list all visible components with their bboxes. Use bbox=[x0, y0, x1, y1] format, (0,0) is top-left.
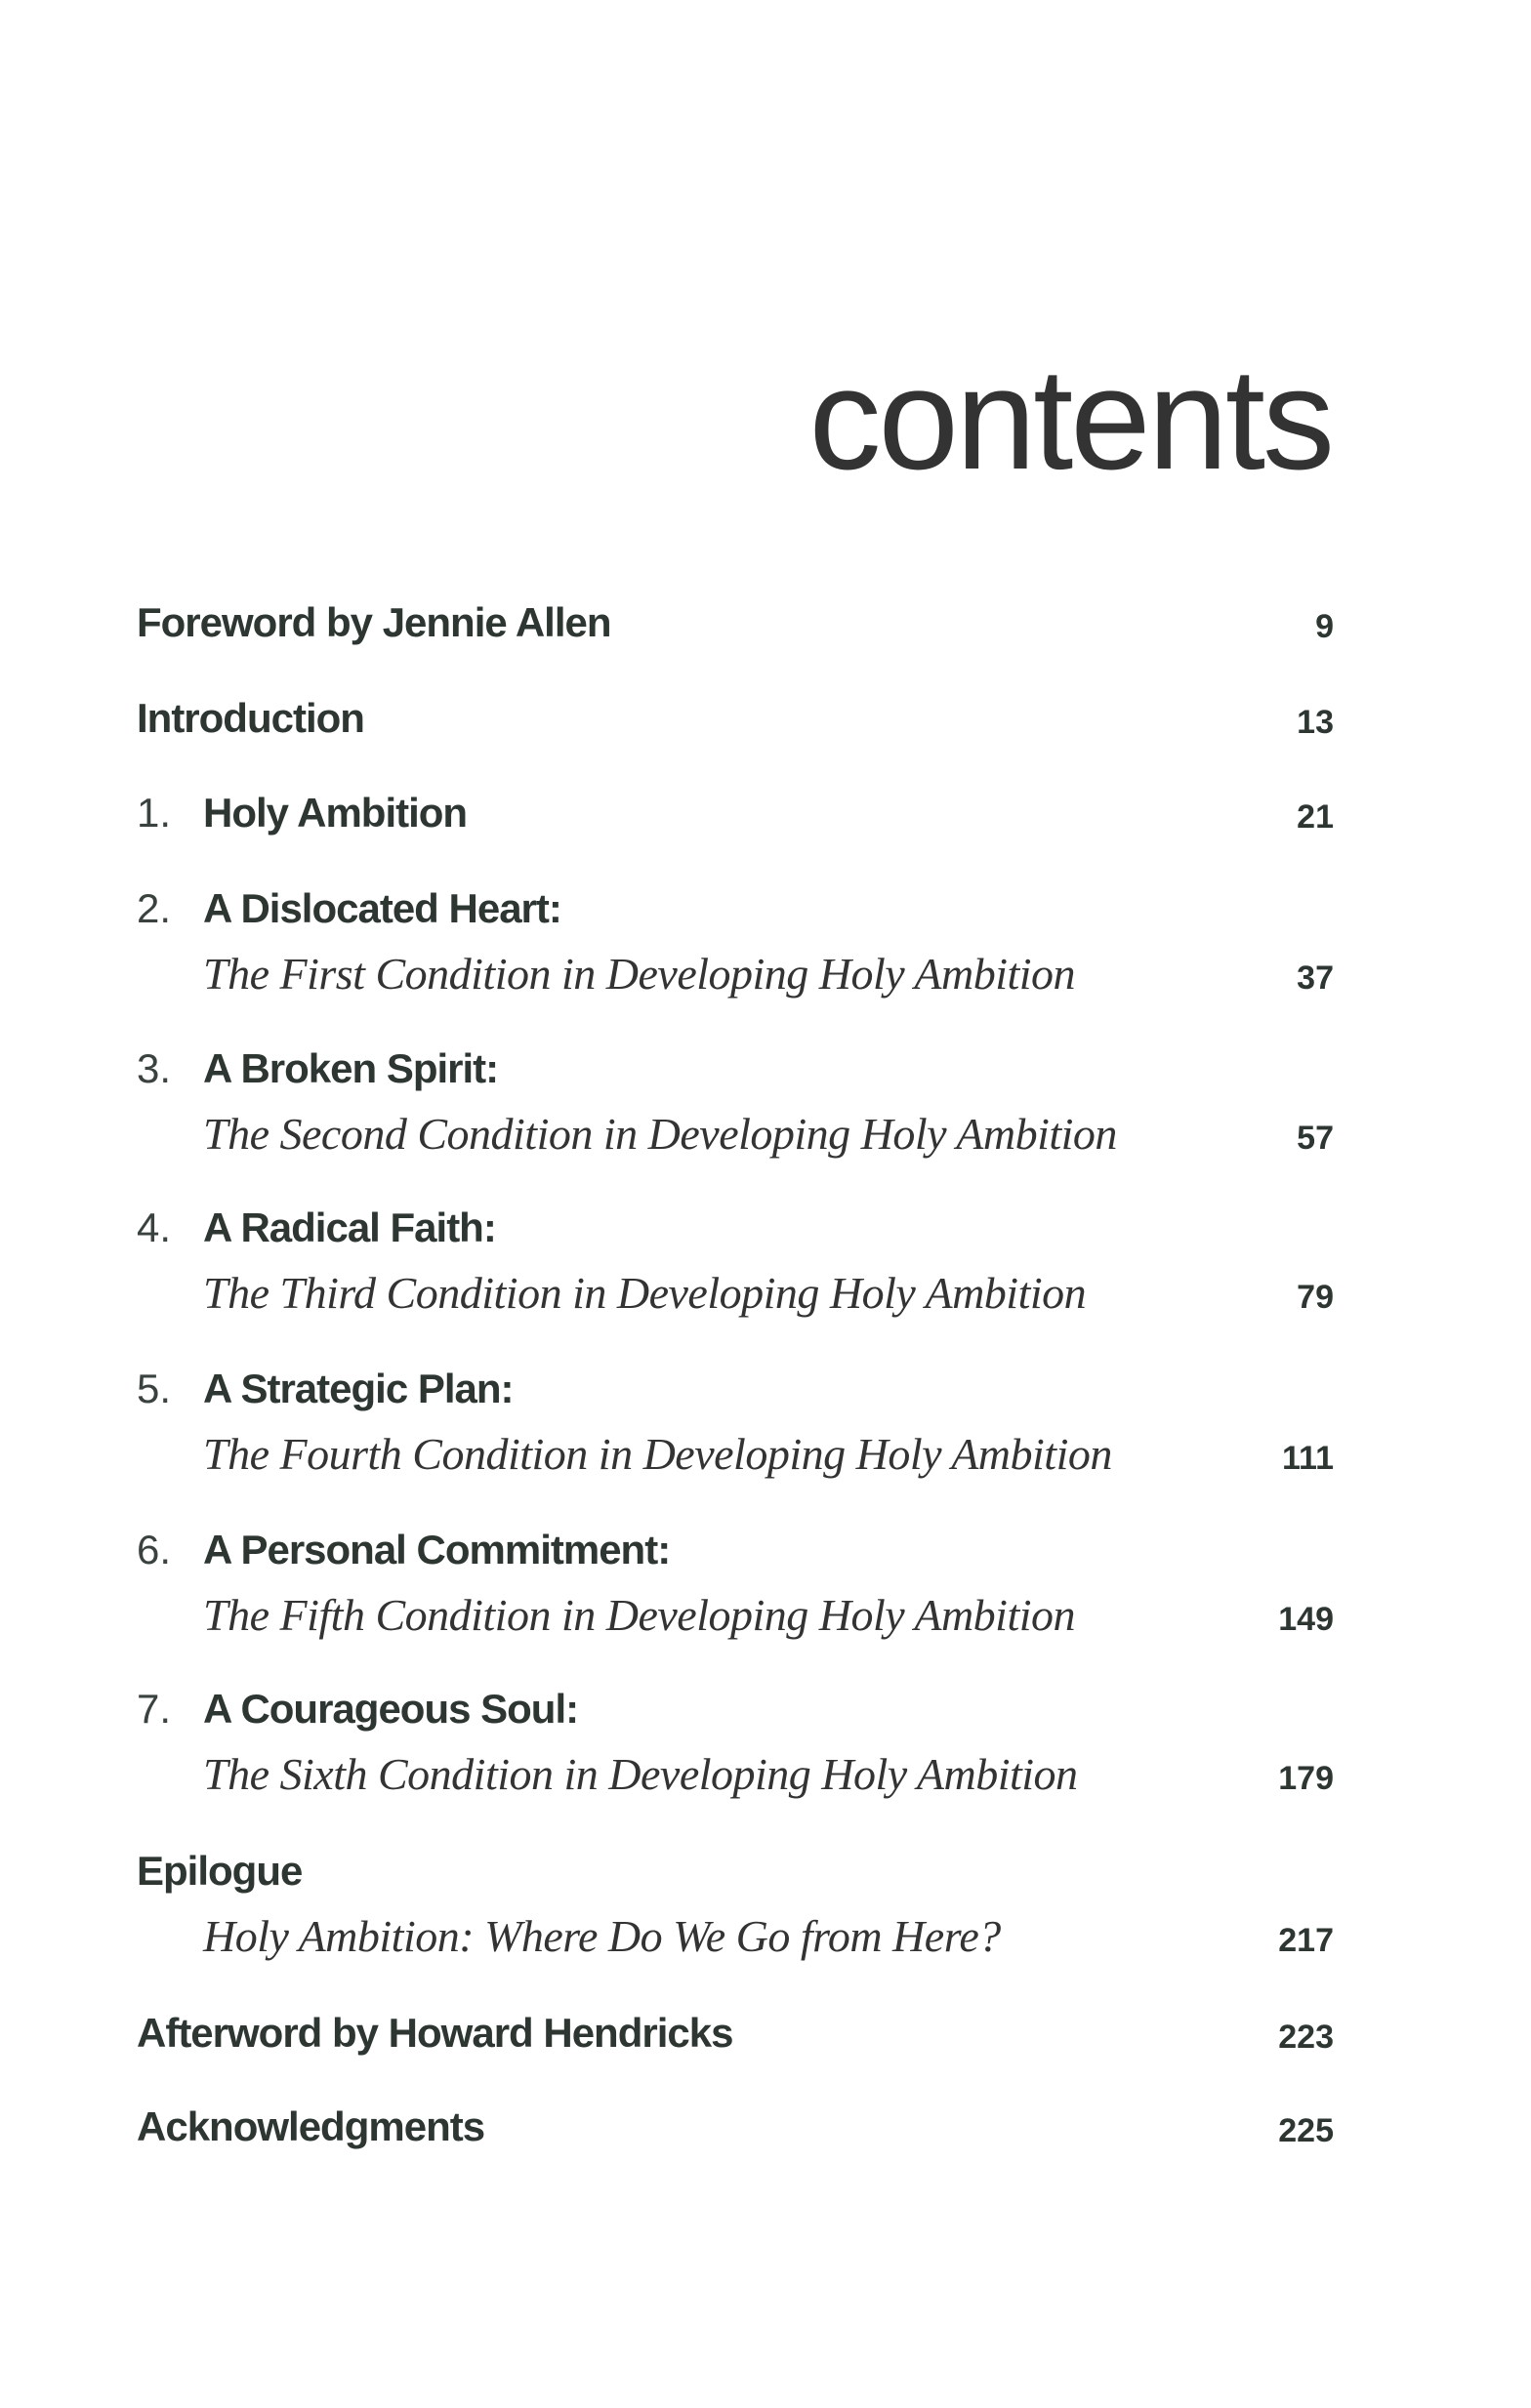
entry-title: Afterword by Howard Hendricks bbox=[137, 2010, 733, 2056]
chapter-number: 4. bbox=[137, 1204, 172, 1250]
entry-subtitle: The Second Condition in Developing Holy Ambition bbox=[203, 1109, 1117, 1159]
page-number: 217 bbox=[1278, 1922, 1334, 1959]
entry-subtitle: The Sixth Condition in Developing Holy Ambition bbox=[203, 1749, 1078, 1799]
chapter-number: 3. bbox=[137, 1045, 172, 1091]
entry-title: A Strategic Plan: bbox=[203, 1366, 514, 1411]
chapter-number: 2. bbox=[137, 885, 172, 931]
entry-title: Holy Ambition bbox=[203, 790, 468, 836]
page-title: contents bbox=[808, 339, 1332, 500]
entry-title: Epilogue bbox=[137, 1848, 303, 1894]
entry-title: A Radical Faith: bbox=[203, 1204, 496, 1250]
entry-title: A Courageous Soul: bbox=[203, 1686, 579, 1732]
entry-title: A Broken Spirit: bbox=[203, 1045, 499, 1091]
chapter-number: 1. bbox=[137, 790, 172, 836]
page-number: 223 bbox=[1278, 2019, 1334, 2056]
entry-subtitle: The Fifth Condition in Developing Holy Ambition bbox=[203, 1590, 1076, 1640]
chapter-number: 5. bbox=[137, 1366, 172, 1411]
page-number: 149 bbox=[1278, 1601, 1334, 1638]
entry-title: Acknowledgments bbox=[137, 2103, 485, 2149]
page-number: 225 bbox=[1278, 2112, 1334, 2149]
page-number: 37 bbox=[1297, 959, 1334, 997]
entry-subtitle: The First Condition in Developing Holy Ambition bbox=[203, 949, 1076, 999]
entry-subtitle: The Fourth Condition in Developing Holy Ambition bbox=[203, 1429, 1112, 1479]
page-number: 57 bbox=[1297, 1120, 1334, 1157]
entry-title: Introduction bbox=[137, 695, 364, 741]
page-number: 13 bbox=[1297, 704, 1334, 741]
chapter-number: 7. bbox=[137, 1686, 172, 1732]
entry-title: A Dislocated Heart: bbox=[203, 885, 561, 931]
entry-title: Foreword by Jennie Allen bbox=[137, 599, 611, 645]
page-number: 21 bbox=[1297, 798, 1334, 836]
page-number: 79 bbox=[1297, 1279, 1334, 1316]
page-number: 111 bbox=[1282, 1440, 1334, 1477]
chapter-number: 6. bbox=[137, 1527, 172, 1572]
entry-subtitle: The Third Condition in Developing Holy Ambition bbox=[203, 1268, 1087, 1318]
entry-title: A Personal Commitment: bbox=[203, 1527, 671, 1572]
page-number: 179 bbox=[1278, 1760, 1334, 1797]
page-number: 9 bbox=[1315, 608, 1334, 645]
entry-subtitle: Holy Ambition: Where Do We Go from Here? bbox=[203, 1911, 1001, 1961]
